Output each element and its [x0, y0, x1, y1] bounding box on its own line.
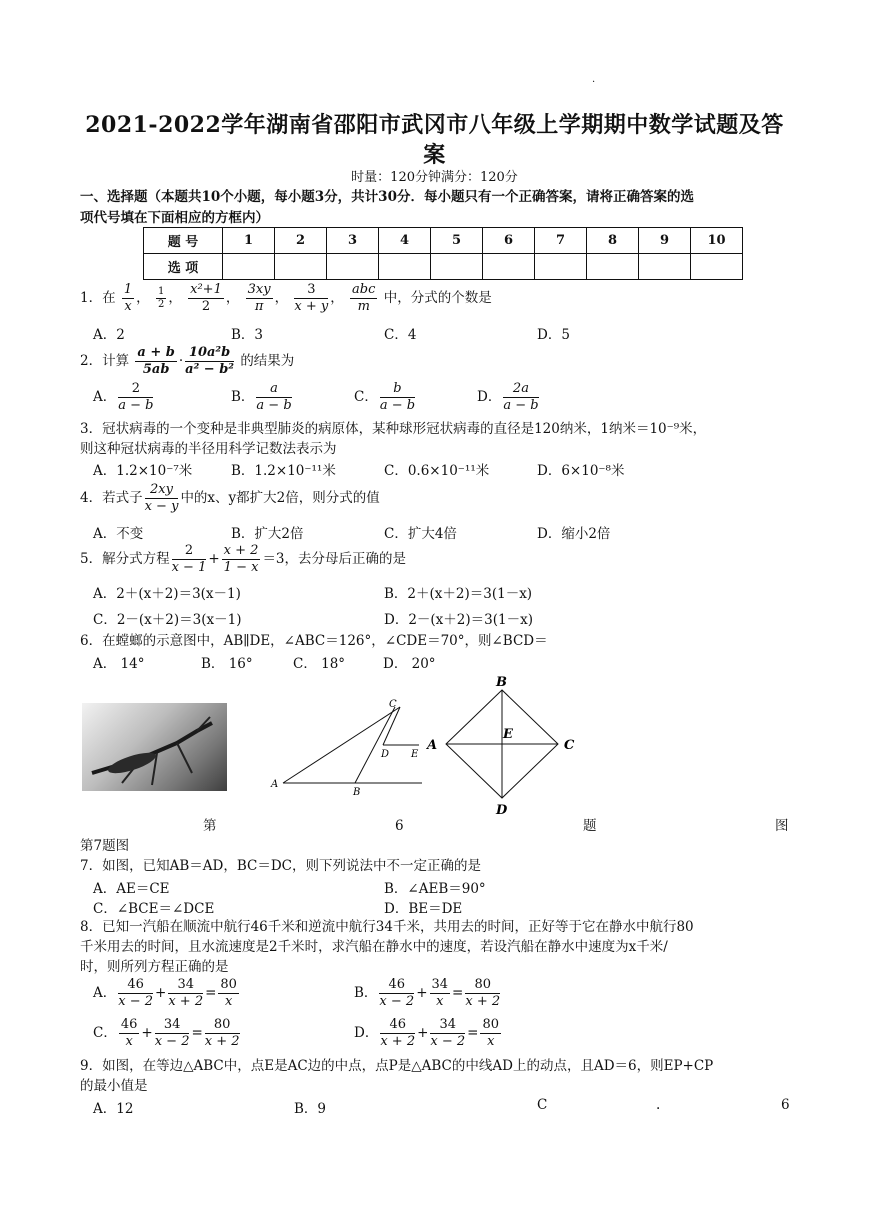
figure-q6-diagram: [265, 695, 425, 800]
option-letter: C．: [93, 1025, 117, 1041]
mantis-photo: [82, 703, 227, 791]
answer-table-answer-row: [144, 254, 743, 280]
math-expression: $\frac{80}{x + 2}$: [204, 1017, 240, 1049]
math-expression: $\frac{80}{x + 2}$: [465, 977, 501, 1009]
answer-cell[interactable]: [691, 254, 743, 280]
option-2a[interactable]: [93, 381, 155, 414]
question-8: [80, 917, 792, 977]
option-letter: B．: [231, 389, 255, 405]
table-number-cell: 8: [587, 228, 639, 254]
option-7d[interactable]: D．BE＝DE: [384, 901, 463, 917]
math-expression: $\frac{34}{x + 2}$: [168, 977, 204, 1009]
answer-cell[interactable]: [379, 254, 431, 280]
option-1a[interactable]: A．2: [93, 327, 125, 343]
option-9a[interactable]: A．12: [93, 1101, 134, 1117]
math-expression: $\frac{b}{a - b}$: [379, 381, 416, 413]
option-6a[interactable]: A． 14°: [93, 656, 145, 672]
question-3-line2: 则这种冠状病毒的半径用科学记数法表示为: [80, 441, 337, 457]
option-2c[interactable]: [354, 381, 417, 414]
answer-cell[interactable]: [327, 254, 379, 280]
point-label: B: [353, 787, 361, 798]
option-3c[interactable]: C．0.6×10⁻¹¹米: [384, 463, 490, 479]
table-header-cell: 题 号: [144, 228, 223, 254]
math-expression: $\frac{\text{x²+1}}{2}$: [190, 282, 222, 314]
question-6: 6．在螳螂的示意图中，AB∥DE，∠ABC＝126°，∠CDE＝70°，则∠BCD＝: [80, 633, 548, 649]
table-number-cell: 5: [431, 228, 483, 254]
table-number-cell: 3: [327, 228, 379, 254]
point-label: C: [389, 699, 397, 710]
caption-part: 图: [775, 818, 789, 834]
question-2: 2．计算 $\frac{a + b}{5ab}$ · $\frac{\text{10a²b}}{\text{a² − b²}}$ 的结果为: [80, 345, 295, 377]
option-5d[interactable]: D．2－(x＋2)＝3(1－x): [384, 612, 533, 628]
answer-cell[interactable]: [223, 254, 275, 280]
question-4: [80, 482, 792, 515]
section-heading-line1: 一、选择题（本题共10个小题，每小题3分，共计30分．每小题只有一个正确答案，请将正确答案的选: [80, 189, 694, 205]
option-letter: A．: [93, 389, 117, 405]
answer-table: [143, 227, 743, 280]
table-number-cell: 7: [535, 228, 587, 254]
table-number-cell: 10: [691, 228, 743, 254]
figure-caption-q7: 第7题图: [80, 838, 130, 854]
question-1: 1．在 $\frac{1}{x}$ ， $\frac{1}{2}$ ， $\frac{\text{x²+1}}{2}$ ， $\frac{3xy}{\pi}$ ， $\frac{3}{x + y}$ ， $\frac{\text{abc}}{m}$ 中，分式的个数是: [80, 282, 492, 314]
math-expression: $\frac{46}{x + 2}$: [380, 1017, 416, 1049]
point-label: E: [411, 749, 419, 760]
table-number-cell: 6: [483, 228, 535, 254]
question-5: 5．解分式方程 $\frac{2}{x - 1}$ + $\frac{x + 2}{1 - x}$ ＝3，去分母后正确的是: [80, 543, 407, 575]
option-3b[interactable]: B．1.2×10⁻¹¹米: [231, 463, 336, 479]
option-1d[interactable]: D．5: [537, 327, 570, 343]
math-expression: $\frac{80}{x}$: [220, 977, 237, 1009]
math-expression: $\frac{46}{x - 2}$: [379, 977, 415, 1009]
option-7a[interactable]: A．AE＝CE: [93, 881, 170, 897]
question-9-line2: 的最小值是: [80, 1078, 148, 1094]
table-number-cell: 9: [639, 228, 691, 254]
question-5-suffix: ＝3，去分母后正确的是: [262, 551, 407, 567]
option-letter: D．: [477, 389, 502, 405]
math-expression: $\frac{2}{x - 1}$: [171, 543, 207, 575]
math-expression: $\frac{2}{a - b}$: [118, 381, 154, 413]
option-letter: C．: [354, 389, 378, 405]
math-expression: $\frac{x + 2}{1 - x}$: [223, 543, 259, 575]
option-1b[interactable]: B．3: [231, 327, 264, 343]
option-8d[interactable]: D． $\frac{46}{x + 2}$ + $\frac{34}{x - 2}$ = $\frac{80}{x}$: [354, 1017, 500, 1049]
exam-info: 时量：120分钟满分：120分: [351, 170, 518, 185]
question-5-prefix: 5．解分式方程: [80, 551, 170, 567]
option-5c[interactable]: C．2－(x＋2)＝3(x－1): [93, 612, 242, 628]
math-expression: $\frac{2a}{a - b}$: [503, 381, 539, 413]
option-2d[interactable]: [477, 381, 541, 414]
question-3: [80, 419, 792, 459]
question-8-line3: 时，则所列方程正确的是: [80, 959, 229, 975]
math-expression: $\frac{a}{a - b}$: [256, 381, 292, 413]
table-number-cell: 4: [379, 228, 431, 254]
option-4a[interactable]: A．不变: [93, 526, 144, 542]
answer-cell[interactable]: [535, 254, 587, 280]
point-label: C: [564, 738, 575, 753]
option-4c[interactable]: C．扩大4倍: [384, 526, 457, 542]
question-7: 7．如图，已知AB＝AD，BC＝DC，则下列说法中不一定正确的是: [80, 858, 481, 874]
option-9b[interactable]: B．9: [294, 1101, 327, 1117]
answer-table-header-row: [144, 228, 743, 254]
math-expression: $\frac{2xy}{x - y}$: [144, 482, 179, 514]
math-expression: $\frac{34}{x - 2}$: [154, 1017, 190, 1049]
math-expression: $\frac{1}{x}$: [123, 282, 133, 314]
answer-cell[interactable]: [587, 254, 639, 280]
option-7c[interactable]: C．∠BCE＝∠DCE: [93, 901, 215, 917]
math-expression: $\frac{a + b}{5ab}$: [137, 345, 175, 377]
point-label: B: [496, 675, 507, 690]
option-9c[interactable]: C: [537, 1097, 548, 1113]
option-5b[interactable]: B．2＋(x＋2)＝3(1－x): [384, 586, 533, 602]
math-expression: $\frac{3}{x + y}$: [294, 282, 329, 314]
answer-cell[interactable]: [483, 254, 535, 280]
math-expression: $\frac{\text{abc}}{m}$: [352, 282, 376, 314]
option-2b[interactable]: [231, 381, 294, 414]
math-expression: $\frac{80}{x}$: [482, 1017, 500, 1049]
question-8-line2: 千米用去的时间，且水流速度是2千米时，求汽船在静水中的速度，若设汽船在静水中速度为x千米/: [80, 939, 668, 955]
question-9: [80, 1056, 792, 1096]
question-2-prefix: 2．计算: [80, 353, 130, 369]
math-expression: $\frac{3xy}{\pi}$: [247, 282, 271, 314]
question-4-prefix: 4．若式子: [80, 490, 143, 506]
question-2-suffix: 的结果为: [240, 353, 295, 369]
table-header-cell: 选 项: [144, 254, 223, 280]
caption-part: 6: [395, 818, 404, 834]
top-dot: .: [592, 74, 596, 85]
caption-part: 第: [203, 818, 217, 834]
answer-cell[interactable]: [431, 254, 483, 280]
answer-cell[interactable]: [639, 254, 691, 280]
option-6d[interactable]: D． 20°: [383, 656, 436, 672]
option-6b[interactable]: B． 16°: [201, 656, 253, 672]
question-8-line1: 8．已知一汽船在顺流中航行46千米和逆流中航行34千米，共用去的时间，正好等于它在静水中航行80: [80, 919, 694, 935]
option-8b[interactable]: B． $\frac{46}{x - 2}$ + $\frac{34}{x}$ = $\frac{80}{x + 2}$: [354, 977, 501, 1009]
option-8a[interactable]: A． $\frac{46}{x - 2}$ + $\frac{34}{x + 2}$ = $\frac{80}{x}$: [93, 977, 237, 1009]
question-3-line1: 3．冠状病毒的一个变种是非典型肺炎的病原体，某种球形冠状病毒的直径是120纳米，1纳米＝10⁻⁹米，: [80, 421, 707, 437]
option-letter: B．: [354, 985, 378, 1001]
option-letter: D．: [354, 1025, 379, 1041]
math-expression: $\frac{34}{x}$: [431, 977, 449, 1009]
option-3a[interactable]: A．1.2×10⁻⁷米: [93, 463, 193, 479]
figure-q7-diagram: [422, 672, 592, 817]
page-title-line1: 2021-2022学年湖南省邵阳市武冈市八年级上学期期中数学试题及答: [85, 112, 784, 138]
point-label: A: [271, 779, 279, 790]
option-8c[interactable]: C． $\frac{46}{x}$ + $\frac{34}{x - 2}$ = $\frac{80}{x + 2}$: [93, 1017, 240, 1049]
option-5a[interactable]: A．2＋(x＋2)＝3(x－1): [93, 586, 241, 602]
mantis-silhouette: [82, 703, 227, 791]
option-4d[interactable]: D．缩小2倍: [537, 526, 611, 542]
math-expression: $\frac{46}{x - 2}$: [118, 977, 154, 1009]
point-label: D: [496, 803, 508, 817]
point-label: D: [381, 749, 390, 760]
question-9-line1: 9．如图，在等边△ABC中，点E是AC边的中点，点P是△ABC的中线AD上的动点，且AD＝6，则EP+CP: [80, 1058, 714, 1074]
table-number-cell: 1: [223, 228, 275, 254]
math-expression: $\frac{46}{x}$: [120, 1017, 138, 1049]
question-1-suffix: 中，分式的个数是: [383, 290, 492, 306]
math-expression: $\frac{\text{10a²b}}{\text{a² − b²}}$: [185, 345, 235, 377]
point-label: E: [503, 727, 513, 742]
line-ac: [283, 707, 400, 783]
option-9c-value: 6: [781, 1097, 790, 1113]
answer-cell[interactable]: [275, 254, 327, 280]
question-1-prefix: 1．在: [80, 290, 116, 306]
page-title-line2: 案: [423, 142, 446, 168]
section-heading: [80, 187, 792, 229]
option-3d[interactable]: D．6×10⁻⁸米: [537, 463, 625, 479]
table-number-cell: 2: [275, 228, 327, 254]
section-heading-line2: 项代号填在下面相应的方框内）: [80, 210, 269, 226]
caption-part: 题: [583, 818, 597, 834]
option-9c-dot: .: [656, 1097, 661, 1113]
option-7b[interactable]: B．∠AEB＝90°: [384, 881, 486, 897]
option-6c[interactable]: C． 18°: [293, 656, 346, 672]
point-label: A: [427, 738, 438, 753]
math-expression: $\frac{34}{x - 2}$: [430, 1017, 466, 1049]
option-4b[interactable]: B．扩大2倍: [231, 526, 304, 542]
option-1c[interactable]: C．4: [384, 327, 417, 343]
question-4-suffix: 中的x、y都扩大2倍，则分式的值: [180, 490, 380, 506]
option-letter: A．: [93, 985, 117, 1001]
math-expression: $\frac{1}{2}$: [157, 286, 165, 310]
